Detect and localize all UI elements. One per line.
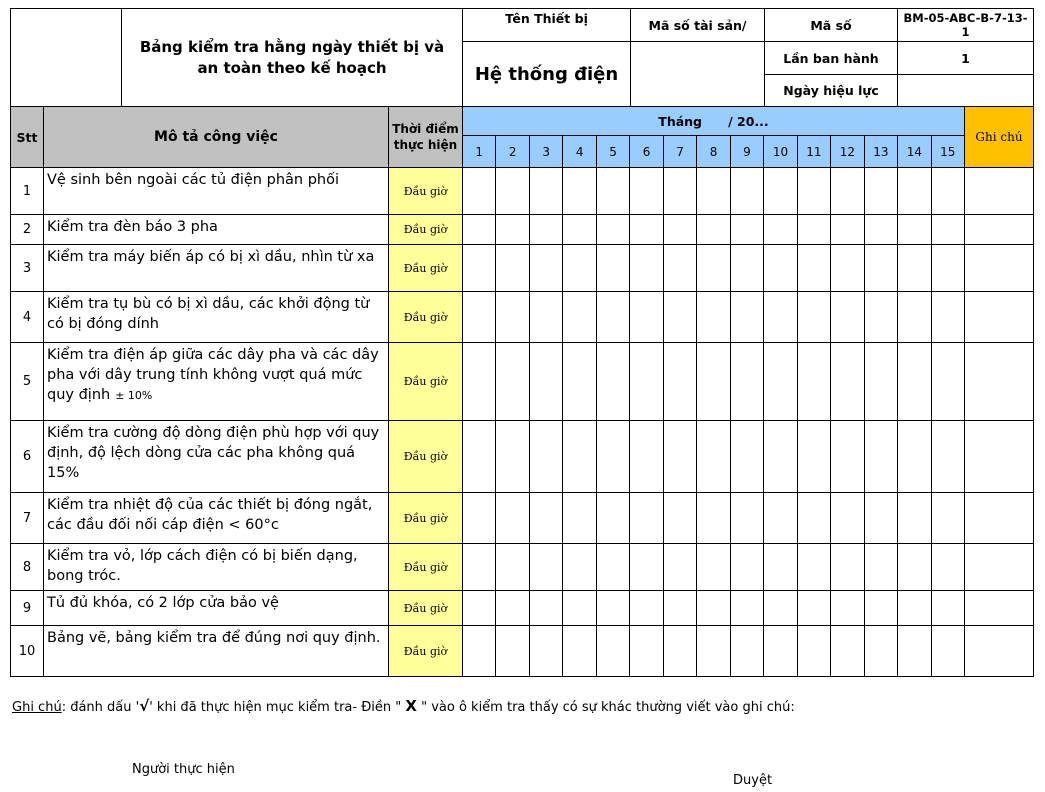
day-check-cell[interactable] — [562, 244, 596, 292]
row-description — [43, 244, 389, 292]
day-check-cell[interactable] — [931, 420, 965, 493]
row-description-text: Vệ sinh bên ngoài các tủ điện phân phối — [47, 172, 339, 188]
day-header-12: 12 — [830, 135, 864, 168]
day-check-cell[interactable] — [562, 492, 596, 544]
day-check-cell[interactable] — [864, 167, 898, 215]
day-check-cell[interactable] — [830, 625, 864, 677]
day-check-cell[interactable] — [462, 543, 496, 591]
day-check-cell[interactable] — [462, 492, 496, 544]
day-check-cell[interactable] — [696, 590, 730, 626]
x-mark: X — [405, 697, 417, 715]
day-check-cell[interactable] — [663, 625, 697, 677]
day-check-cell[interactable] — [629, 420, 663, 493]
issue-label: Lần ban hành — [783, 50, 879, 66]
day-check-cell[interactable] — [529, 420, 563, 493]
row-description — [43, 167, 389, 215]
day-header-15: 15 — [931, 135, 965, 168]
day-check-cell[interactable] — [931, 543, 965, 591]
col-month-header — [462, 106, 965, 136]
day-check-cell[interactable] — [797, 214, 831, 245]
row-description-text: Kiểm tra cường độ dòng điện phù hợp với quy định, độ lệch dòng cửa các pha không quá 15% — [47, 425, 380, 481]
row-description — [43, 590, 389, 626]
day-header-10: 10 — [763, 135, 797, 168]
day-check-cell[interactable] — [763, 167, 797, 215]
row-stt: 7 — [10, 492, 44, 544]
row-time: Đầu giờ — [388, 342, 463, 421]
row-description — [43, 625, 389, 677]
day-check-cell[interactable] — [596, 543, 630, 591]
day-check-cell[interactable] — [495, 167, 529, 215]
day-check-cell[interactable] — [931, 342, 965, 421]
day-check-cell[interactable] — [830, 590, 864, 626]
row-note-cell[interactable] — [964, 492, 1034, 544]
day-check-cell[interactable] — [462, 291, 496, 343]
day-check-cell[interactable] — [629, 543, 663, 591]
day-header-6: 6 — [629, 135, 663, 168]
day-check-cell[interactable] — [562, 420, 596, 493]
row-time: Đầu giờ — [388, 291, 463, 343]
effective-value-cell — [897, 74, 1034, 107]
day-check-cell[interactable] — [763, 244, 797, 292]
row-description — [43, 492, 389, 544]
day-check-cell[interactable] — [830, 543, 864, 591]
row-description — [43, 543, 389, 591]
day-check-cell[interactable] — [529, 214, 563, 245]
day-check-cell[interactable] — [931, 492, 965, 544]
row-note-cell[interactable] — [964, 543, 1034, 591]
day-header-14: 14 — [897, 135, 931, 168]
row-stt: 5 — [10, 342, 44, 421]
day-check-cell[interactable] — [897, 244, 931, 292]
day-check-cell[interactable] — [763, 214, 797, 245]
asset-code-value-cell — [630, 41, 765, 107]
day-check-cell[interactable] — [596, 244, 630, 292]
day-check-cell[interactable] — [663, 543, 697, 591]
day-check-cell[interactable] — [830, 214, 864, 245]
day-check-cell[interactable] — [663, 244, 697, 292]
day-check-cell[interactable] — [897, 214, 931, 245]
day-check-cell[interactable] — [897, 167, 931, 215]
day-check-cell[interactable] — [931, 291, 965, 343]
day-check-cell[interactable] — [629, 291, 663, 343]
day-check-cell[interactable] — [931, 244, 965, 292]
row-description-text: Bảng vẽ, bảng kiểm tra để đúng nơi quy định. — [47, 630, 381, 646]
day-check-cell[interactable] — [495, 543, 529, 591]
col-stt-label: Stt — [16, 129, 38, 145]
row-time: Đầu giờ — [388, 492, 463, 544]
row-time: Đầu giờ — [388, 625, 463, 677]
row-stt: 8 — [10, 543, 44, 591]
col-desc-header — [43, 106, 389, 168]
day-check-cell[interactable] — [529, 291, 563, 343]
day-check-cell[interactable] — [830, 342, 864, 421]
day-check-cell[interactable] — [562, 342, 596, 421]
day-check-cell[interactable] — [864, 214, 898, 245]
day-check-cell[interactable] — [730, 625, 764, 677]
day-check-cell[interactable] — [596, 625, 630, 677]
equipment-label: Tên Thiết bị — [505, 11, 588, 26]
day-check-cell[interactable] — [696, 291, 730, 343]
form-title — [121, 8, 463, 107]
day-header-3: 3 — [529, 135, 563, 168]
day-check-cell[interactable] — [596, 214, 630, 245]
day-header-1: 1 — [462, 135, 496, 168]
day-check-cell[interactable] — [730, 291, 764, 343]
row-stt: 10 — [10, 625, 44, 677]
day-check-cell[interactable] — [730, 244, 764, 292]
logo-area — [10, 8, 122, 107]
col-time-header — [388, 106, 463, 168]
day-check-cell[interactable] — [763, 420, 797, 493]
form-title-line2: an toàn theo kế hoạch — [197, 58, 387, 77]
day-check-cell[interactable] — [529, 342, 563, 421]
day-check-cell[interactable] — [830, 420, 864, 493]
code-value: BM-05-ABC-B-7-13-1 — [903, 11, 1028, 39]
day-check-cell[interactable] — [897, 342, 931, 421]
day-check-cell[interactable] — [931, 214, 965, 245]
footer-note — [12, 697, 795, 715]
day-check-cell[interactable] — [529, 492, 563, 544]
row-note-cell[interactable] — [964, 291, 1034, 343]
day-check-cell[interactable] — [830, 291, 864, 343]
col-note-header — [964, 106, 1034, 168]
day-check-cell[interactable] — [495, 342, 529, 421]
day-check-cell[interactable] — [529, 590, 563, 626]
day-check-cell[interactable] — [495, 291, 529, 343]
day-check-cell[interactable] — [797, 420, 831, 493]
col-month-label: Tháng / 20... — [658, 113, 769, 129]
row-description — [43, 214, 389, 245]
day-check-cell[interactable] — [763, 625, 797, 677]
day-check-cell[interactable] — [696, 244, 730, 292]
day-check-cell[interactable] — [864, 342, 898, 421]
day-check-cell[interactable] — [462, 420, 496, 493]
day-check-cell[interactable] — [763, 342, 797, 421]
day-check-cell[interactable] — [797, 244, 831, 292]
day-check-cell[interactable] — [864, 420, 898, 493]
day-check-cell[interactable] — [696, 214, 730, 245]
day-check-cell[interactable] — [864, 543, 898, 591]
day-check-cell[interactable] — [495, 214, 529, 245]
row-stt: 3 — [10, 244, 44, 292]
row-time: Đầu giờ — [388, 543, 463, 591]
day-check-cell[interactable] — [797, 167, 831, 215]
equipment-value: Hệ thống điện — [474, 63, 619, 85]
row-note-cell[interactable] — [964, 167, 1034, 215]
day-check-cell[interactable] — [730, 214, 764, 245]
day-check-cell[interactable] — [462, 244, 496, 292]
issue-value-cell — [897, 41, 1034, 75]
day-check-cell[interactable] — [663, 420, 697, 493]
note-text-a: : đánh dấu ' — [61, 700, 140, 715]
day-check-cell[interactable] — [864, 291, 898, 343]
day-check-cell[interactable] — [462, 625, 496, 677]
day-check-cell[interactable] — [864, 492, 898, 544]
issue-label-cell — [764, 41, 898, 75]
effective-label: Ngày hiệu lực — [783, 83, 879, 98]
day-check-cell[interactable] — [763, 291, 797, 343]
row-description-text: Kiểm tra tụ bù có bị xì dầu, các khởi động từ có bị đóng dính — [47, 296, 370, 332]
row-stt: 4 — [10, 291, 44, 343]
day-check-cell[interactable] — [629, 625, 663, 677]
day-check-cell[interactable] — [596, 291, 630, 343]
row-stt: 1 — [10, 167, 44, 215]
day-check-cell[interactable] — [696, 625, 730, 677]
row-note-cell[interactable] — [964, 244, 1034, 292]
day-header-4: 4 — [562, 135, 596, 168]
day-check-cell[interactable] — [596, 590, 630, 626]
day-check-cell[interactable] — [730, 492, 764, 544]
row-note-cell[interactable] — [964, 342, 1034, 421]
day-check-cell[interactable] — [696, 543, 730, 591]
day-check-cell[interactable] — [897, 492, 931, 544]
row-stt: 2 — [10, 214, 44, 245]
row-time: Đầu giờ — [388, 420, 463, 493]
day-check-cell[interactable] — [629, 342, 663, 421]
day-check-cell[interactable] — [629, 167, 663, 215]
col-stt-header — [10, 106, 44, 168]
day-header-9: 9 — [730, 135, 764, 168]
equipment-label-cell — [462, 8, 631, 42]
day-header-13: 13 — [864, 135, 898, 168]
col-note-label: Ghi chú — [975, 130, 1023, 144]
day-header-7: 7 — [663, 135, 697, 168]
day-check-cell[interactable] — [696, 420, 730, 493]
row-description — [43, 420, 389, 493]
asset-code-label-cell — [630, 8, 765, 42]
row-note-cell[interactable] — [964, 214, 1034, 245]
day-check-cell[interactable] — [462, 167, 496, 215]
day-check-cell[interactable] — [529, 167, 563, 215]
day-check-cell[interactable] — [629, 492, 663, 544]
row-description-text: Kiểm tra nhiệt độ của các thiết bị đóng ngắt, các đầu đối nối cáp điện < 60°c — [47, 497, 373, 533]
issue-value: 1 — [961, 50, 970, 66]
col-time-label: Thời điểm thực hiện — [392, 122, 459, 152]
day-check-cell[interactable] — [663, 167, 697, 215]
day-check-cell[interactable] — [763, 590, 797, 626]
day-check-cell[interactable] — [797, 342, 831, 421]
day-check-cell[interactable] — [830, 244, 864, 292]
day-check-cell[interactable] — [495, 625, 529, 677]
col-desc-label: Mô tả công việc — [154, 129, 278, 145]
row-stt: 9 — [10, 590, 44, 626]
day-check-cell[interactable] — [931, 625, 965, 677]
day-check-cell[interactable] — [730, 342, 764, 421]
approver-label: Duyệt — [733, 773, 773, 788]
day-check-cell[interactable] — [797, 492, 831, 544]
day-check-cell[interactable] — [663, 214, 697, 245]
row-description — [43, 342, 389, 421]
day-check-cell[interactable] — [897, 543, 931, 591]
day-header-8: 8 — [696, 135, 730, 168]
day-check-cell[interactable] — [529, 244, 563, 292]
day-header-11: 11 — [797, 135, 831, 168]
note-text-b: ' khi đã thực hiện mục kiểm tra- Điền " — [149, 700, 406, 715]
day-check-cell[interactable] — [495, 492, 529, 544]
day-check-cell[interactable] — [897, 420, 931, 493]
day-check-cell[interactable] — [462, 590, 496, 626]
day-check-cell[interactable] — [629, 244, 663, 292]
row-description-text: Kiểm tra máy biến áp có bị xì dầu, nhìn từ xa — [47, 249, 375, 265]
equipment-value-cell — [462, 41, 631, 107]
day-check-cell[interactable] — [562, 625, 596, 677]
day-check-cell[interactable] — [931, 167, 965, 215]
form-title-line1: Bảng kiểm tra hằng ngày thiết bị và — [139, 37, 445, 56]
day-check-cell[interactable] — [562, 590, 596, 626]
day-check-cell[interactable] — [663, 590, 697, 626]
row-note-cell[interactable] — [964, 625, 1034, 677]
row-description — [43, 291, 389, 343]
day-check-cell[interactable] — [663, 342, 697, 421]
day-check-cell[interactable] — [763, 543, 797, 591]
day-check-cell[interactable] — [797, 291, 831, 343]
row-time: Đầu giờ — [388, 590, 463, 626]
day-check-cell[interactable] — [797, 543, 831, 591]
day-check-cell[interactable] — [897, 590, 931, 626]
day-check-cell[interactable] — [562, 167, 596, 215]
asset-code-label: Mã số tài sản/ — [648, 17, 747, 33]
day-header-2: 2 — [495, 135, 529, 168]
day-check-cell[interactable] — [663, 492, 697, 544]
code-label: Mã số — [810, 17, 852, 33]
row-description-text: Kiểm tra vỏ, lớp cách điện có bị biến dạng, bong tróc. — [47, 548, 358, 584]
day-check-cell[interactable] — [830, 492, 864, 544]
row-note-cell[interactable] — [964, 590, 1034, 626]
code-value-cell — [897, 8, 1034, 42]
day-check-cell[interactable] — [462, 342, 496, 421]
day-check-cell[interactable] — [696, 492, 730, 544]
day-check-cell[interactable] — [495, 244, 529, 292]
day-check-cell[interactable] — [596, 492, 630, 544]
row-time: Đầu giờ — [388, 214, 463, 245]
row-description-text: Tủ đủ khóa, có 2 lớp cửa bảo vệ — [47, 595, 279, 611]
day-check-cell[interactable] — [562, 543, 596, 591]
day-check-cell[interactable] — [931, 590, 965, 626]
day-check-cell[interactable] — [730, 590, 764, 626]
day-check-cell[interactable] — [663, 291, 697, 343]
day-check-cell[interactable] — [797, 625, 831, 677]
row-time: Đầu giờ — [388, 167, 463, 215]
day-check-cell[interactable] — [562, 214, 596, 245]
day-check-cell[interactable] — [462, 214, 496, 245]
day-check-cell[interactable] — [495, 590, 529, 626]
day-check-cell[interactable] — [495, 420, 529, 493]
note-label: Ghi chú — [12, 700, 62, 715]
day-check-cell[interactable] — [864, 244, 898, 292]
row-description-text: Kiểm tra đèn báo 3 pha — [47, 219, 218, 235]
performer-label: Người thực hiện — [132, 762, 235, 777]
row-time: Đầu giờ — [388, 244, 463, 292]
day-header-5: 5 — [596, 135, 630, 168]
day-check-cell[interactable] — [730, 543, 764, 591]
check-mark: √ — [139, 697, 150, 715]
day-check-cell[interactable] — [730, 420, 764, 493]
day-check-cell[interactable] — [763, 492, 797, 544]
row-note-cell[interactable] — [964, 420, 1034, 493]
day-check-cell[interactable] — [864, 625, 898, 677]
day-check-cell[interactable] — [529, 543, 563, 591]
effective-label-cell — [764, 74, 898, 107]
day-check-cell[interactable] — [629, 214, 663, 245]
day-check-cell[interactable] — [596, 342, 630, 421]
day-check-cell[interactable] — [830, 167, 864, 215]
code-label-cell — [764, 8, 898, 42]
day-check-cell[interactable] — [696, 167, 730, 215]
day-check-cell[interactable] — [897, 625, 931, 677]
day-check-cell[interactable] — [596, 420, 630, 493]
day-check-cell[interactable] — [897, 291, 931, 343]
row-stt: 6 — [10, 420, 44, 493]
note-text-c: " vào ô kiểm tra thấy có sự khác thường viết vào ghi chú: — [416, 700, 795, 715]
day-check-cell[interactable] — [562, 291, 596, 343]
day-check-cell[interactable] — [864, 590, 898, 626]
row-description-text: Kiểm tra điện áp giữa các dây pha và các dây pha với dây trung tính không vượt quá mức quy định — [47, 347, 379, 403]
day-check-cell[interactable] — [797, 590, 831, 626]
day-check-cell[interactable] — [529, 625, 563, 677]
day-check-cell[interactable] — [596, 167, 630, 215]
day-check-cell[interactable] — [730, 167, 764, 215]
row-description-tolerance: ± 10% — [115, 389, 153, 402]
day-check-cell[interactable] — [696, 342, 730, 421]
day-check-cell[interactable] — [629, 590, 663, 626]
